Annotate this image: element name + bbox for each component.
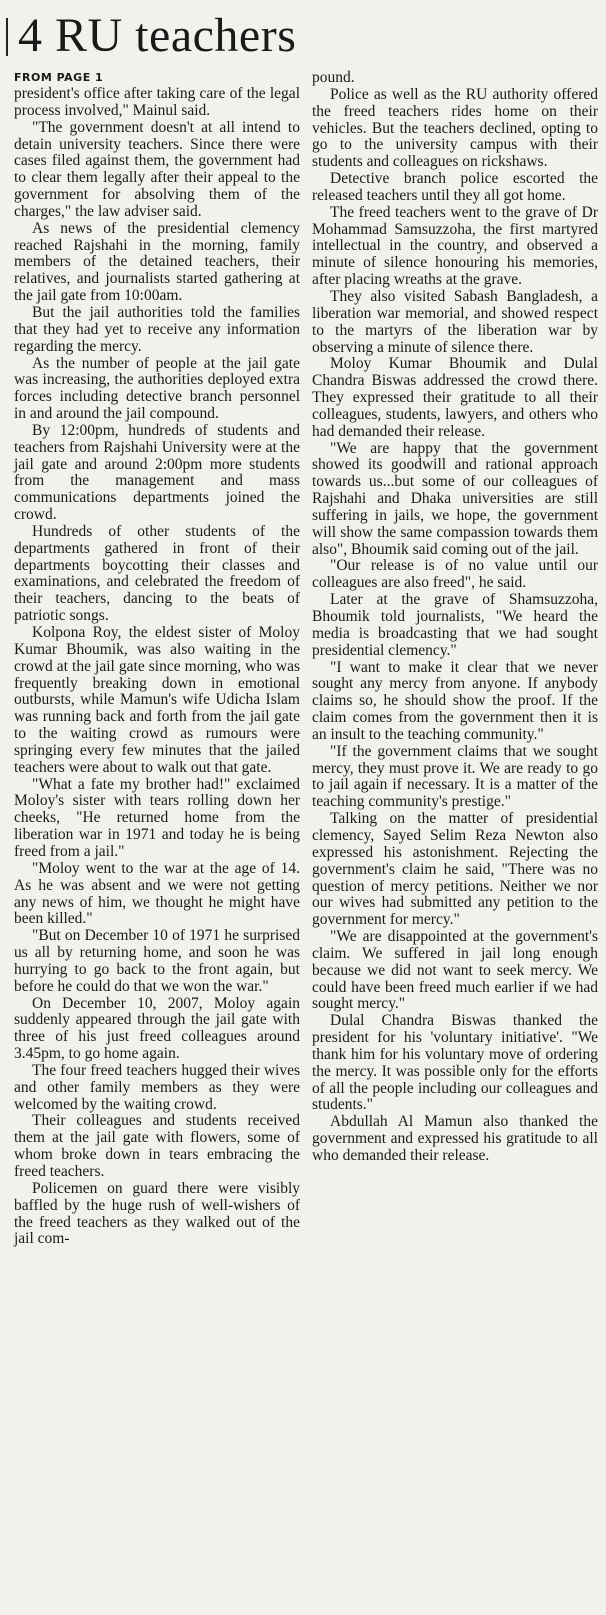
kicker: FROM PAGE 1 [14,71,104,84]
paragraph: "But on December 10 of 1971 he surprised us all by returning home, and soon he was hurrying to go back to the front again, but before he could do that we won the war." [14,927,300,995]
paragraph: "Our release is of no value until our colleagues are also freed", he said. [312,557,598,592]
paragraph: "What a fate my brother had!" exclaimed Moloy's sister with tears rolling down her cheeks, "He returned home from the liberation war in 1971 and today he is being freed from a jail." [14,775,300,860]
paragraph: Talking on the matter of presidential clemency, Sayed Selim Reza Newton also expressed his astonishment. Rejecting the government's claim he said, "There was no question of mercy petitions. Neither we nor our wives had submitted any petition to the government for mercy." [312,810,598,929]
paragraph: Kolpona Roy, the eldest sister of Moloy Kumar Bhoumik, was also waiting in the crowd at the jail gate since morning, who was frequently breaking down in emotional outbursts, while Mamun's wife Udicha Islam was running back and forth from the jail gate to the waiting crowd as rumours were springing every few minutes that the jailed teachers were about to walk out that gate. [14,624,300,776]
paragraph: Abdullah Al Mamun also thanked the government and expressed his gratitude to all who demanded their release. [312,1113,598,1164]
paragraph: "If the government claims that we sought mercy, they must prove it. We are ready to go to jail again if necessary. It is a matter of the teaching community's prestige." [312,742,598,811]
right-column [312,70,598,1248]
paragraph: "Moloy went to the war at the age of 14. As he was absent and we were not getting any news of him, we thought he might have been killed." [14,859,300,928]
headline: 4 RU teachers [18,9,297,62]
paragraph: pound. [312,69,355,86]
paragraph: By 12:00pm, hundreds of students and teachers from Rajshahi University were at the jail gate and around 2:00pm more students from the management and mass communications departments joined the crowd. [14,421,300,524]
article-columns [14,70,598,1248]
paragraph: Policemen on guard there were visibly baffled by the huge rush of well-wishers of the freed teachers as they walked out of the jail com- [14,1179,300,1248]
paragraph: They also visited Sabash Bangladesh, a liberation war memorial, and showed respect to the martyrs of the liberation war by observing a minute of silence there. [312,287,598,356]
paragraph: "The government doesn't at all intend to detain university teachers. Since there were cases filed against them, the government had to clear them legally after their appeal to the government for absolving them of the charges," the law adviser said. [14,118,300,220]
paragraph: But the jail authorities told the families that they had yet to receive any information regarding the mercy. [14,303,300,355]
paragraph: president's office after taking care of the legal process involved," Mainul said. [14,85,300,119]
paragraph: Moloy Kumar Bhoumik and Dulal Chandra Biswas addressed the crowd there. They expressed their gratitude to all their colleagues, students, lawyers, and others who had demanded their release. [312,355,598,440]
paragraph: "We are happy that the government showed its goodwill and rational approach towards us...but some of our colleagues of Rajshahi and Dhaka universities are still suffering in jails, we hope, the government will show the same compassion towards them also", Bhoumik said coming out of the jail. [312,439,598,558]
paragraph: Police as well as the RU authority offered the freed teachers rides home on their vehicles. But the teachers declined, opting to go to the university campus with their students and colleagues on rickshaws. [312,85,598,171]
paragraph: As the number of people at the jail gate was increasing, the authorities deployed extra forces including detective branch personnel in and around the jail compound. [14,354,300,423]
paragraph: Later at the grave of Shamsuzzoha, Bhoumik told journalists, "We heard the media is broadcasting that we had sought presidential clemency." [312,591,598,659]
paragraph: As news of the presidential clemency reached Rajshahi in the morning, family members of the detained teachers, their relatives, and journalists started gathering at the jail gate from 10:00am. [14,219,300,305]
paragraph: Their colleagues and students received them at the jail gate with flowers, some of whom broke down in tears embracing the freed teachers. [14,1112,300,1180]
headline-rule [6,18,8,56]
paragraph: Hundreds of other students of the departments gathered in front of their departments boycotting their classes and examinations, and celebrated the freedom of their teachers, dancing to the beats of patriotic songs. [14,522,300,625]
paragraph: The freed teachers went to the grave of Dr Mohammad Samsuzzoha, the first martyred intellectual in the country, and observed a minute of silence honouring his memories, after placing wreaths at the grave. [312,203,598,289]
paragraph: The four freed teachers hugged their wives and other family members as they were welcomed by the waiting crowd. [14,1061,300,1113]
paragraph: Detective branch police escorted the released teachers until they all got home. [312,170,598,204]
paragraph: Dulal Chandra Biswas thanked the president for his 'voluntary initiative'. "We thank him for his voluntary move of ordering the mercy. It was possible only for the efforts of all the people including our colleagues and students." [312,1012,598,1114]
paragraph: On December 10, 2007, Moloy again suddenly appeared through the jail gate with three of his just freed colleagues around 3.45pm, to go home again. [14,994,300,1063]
left-column [14,70,300,1248]
paragraph: "I want to make it clear that we never sought any mercy from anyone. If anybody claims so, he should show the proof. If the claim comes from the government then it is an insult to the teaching community." [312,658,598,743]
paragraph: "We are disappointed at the government's claim. We suffered in jail long enough because we did not want to seek mercy. We could have been freed much earlier if we had sought mercy." [312,928,598,1013]
